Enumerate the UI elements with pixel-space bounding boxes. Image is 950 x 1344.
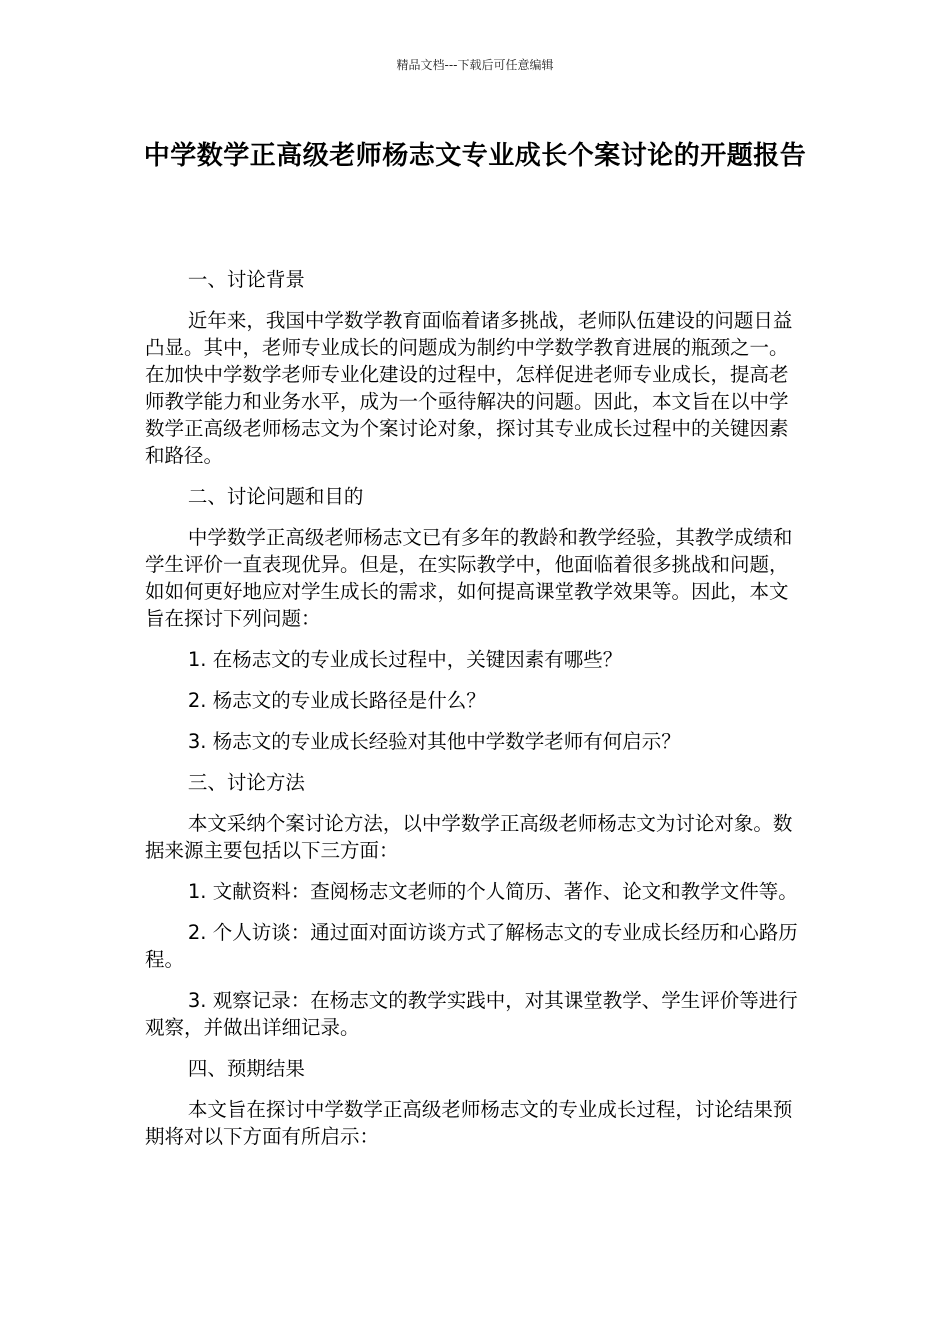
section-heading-background: 一、讨论背景 [187, 268, 305, 291]
section-heading-method: 三、讨论方法 [187, 771, 305, 794]
paragraph-method: 本文采纳个案讨论方法，以中学数学正高级老师杨志文为讨论对象。数据来源主要包括以下三方面： [145, 812, 793, 862]
paragraph-questions: 中学数学正高级老师杨志文已有多年的教龄和教学经验，其教学成绩和学生评价一直表现优异。但是，在实际教学中，他面临着很多挑战和问题，如如何更好地应对学生成长的需求，如何提高课堂教学效果等。因此，本文旨在探讨下列问题： [145, 526, 793, 630]
section-heading-results: 四、预期结果 [187, 1057, 305, 1080]
paragraph-background: 近年来，我国中学数学教育面临着诸多挑战，老师队伍建设的问题日益凸显。其中，老师专业成长的问题成为制约中学数学教育进展的瓶颈之一。在加快中学数学老师专业化建设的过程中，怎样促进老师专业成长，提高老师教学能力和业务水平，成为一个亟待解决的问题。因此，本文旨在以中学数学正高级老师杨志文为个案讨论对象，探讨其专业成长过程中的关键因素和路径。 [145, 309, 793, 467]
method-item-2: 2. 个人访谈：通过面对面访谈方式了解杨志文的专业成长经历和心路历程。 [145, 921, 798, 971]
document-title: 中学数学正高级老师杨志文专业成长个案讨论的开题报告 [143, 141, 807, 171]
method-item-1: 1. 文献资料：查阅杨志文老师的个人简历、著作、论文和教学文件等。 [187, 880, 798, 903]
header-note: 精品文档---下载后可任意编辑 [396, 58, 554, 72]
question-item-1: 1. 在杨志文的专业成长过程中，关键因素有哪些？ [187, 648, 623, 671]
paragraph-results: 本文旨在探讨中学数学正高级老师杨志文的专业成长过程，讨论结果预期将对以下方面有所启示： [145, 1098, 793, 1148]
section-heading-questions: 二、讨论问题和目的 [187, 485, 364, 508]
question-item-3: 3. 杨志文的专业成长经验对其他中学数学老师有何启示？ [187, 730, 681, 753]
document-body [145, 266, 807, 1164]
method-item-3: 3. 观察记录：在杨志文的教学实践中，对其课堂教学、学生评价等进行观察，并做出详细记录。 [145, 989, 798, 1039]
question-item-2: 2. 杨志文的专业成长路径是什么？ [187, 689, 486, 712]
